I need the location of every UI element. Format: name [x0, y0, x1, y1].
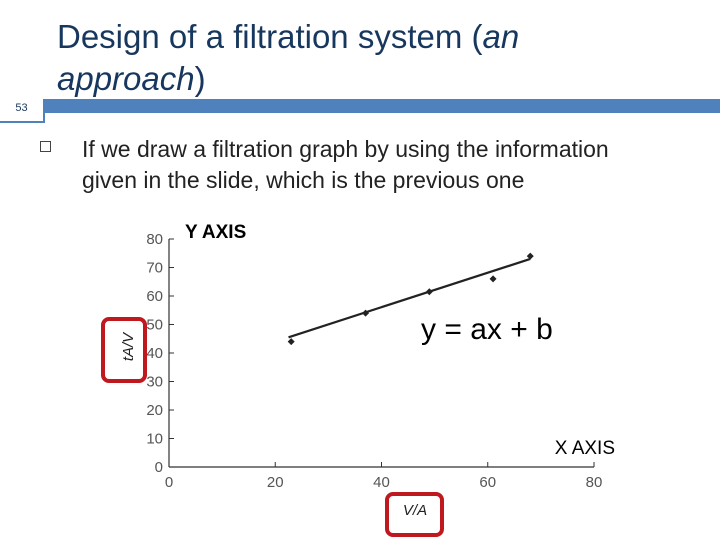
y-tick-label: 50	[146, 316, 163, 334]
y-tick-label: 10	[146, 430, 163, 448]
bullet-text: If we draw a filtration graph by using the information given in the slide, which is the previous one	[82, 136, 609, 193]
title-italic-approach: approach	[57, 60, 195, 97]
title-text: Design of a filtration system (	[57, 18, 483, 55]
y-tick-label: 20	[146, 402, 163, 419]
equation-annotation: y = ax + b	[421, 313, 553, 346]
x-tick-label: 0	[164, 474, 174, 491]
x-tick-label: 20	[266, 474, 284, 491]
y-tick-label: 30	[146, 373, 163, 391]
x-tick-label: 60	[479, 474, 497, 491]
data-point	[527, 253, 534, 260]
y-tick-label: 70	[146, 259, 163, 277]
slide-number: 53	[0, 99, 45, 123]
data-point	[288, 338, 295, 345]
x-axis-title: V/A	[402, 502, 428, 519]
y-tick-label: 0	[154, 459, 163, 476]
y-tick-label: 60	[146, 288, 163, 305]
title-close: )	[194, 60, 206, 97]
y-axis-annotation: Y AXIS	[185, 222, 247, 243]
data-point	[490, 275, 497, 282]
x-tick-label: 40	[373, 474, 390, 491]
y-tick-label: 40	[146, 345, 163, 362]
y-tick-label: 80	[146, 231, 163, 248]
data-point	[426, 288, 433, 295]
title-italic-an: an	[482, 18, 520, 55]
x-axis-annotation: X AXIS	[554, 438, 615, 459]
x-tick-label: 80	[585, 474, 603, 491]
y-axis-title: tA/V	[120, 332, 137, 362]
